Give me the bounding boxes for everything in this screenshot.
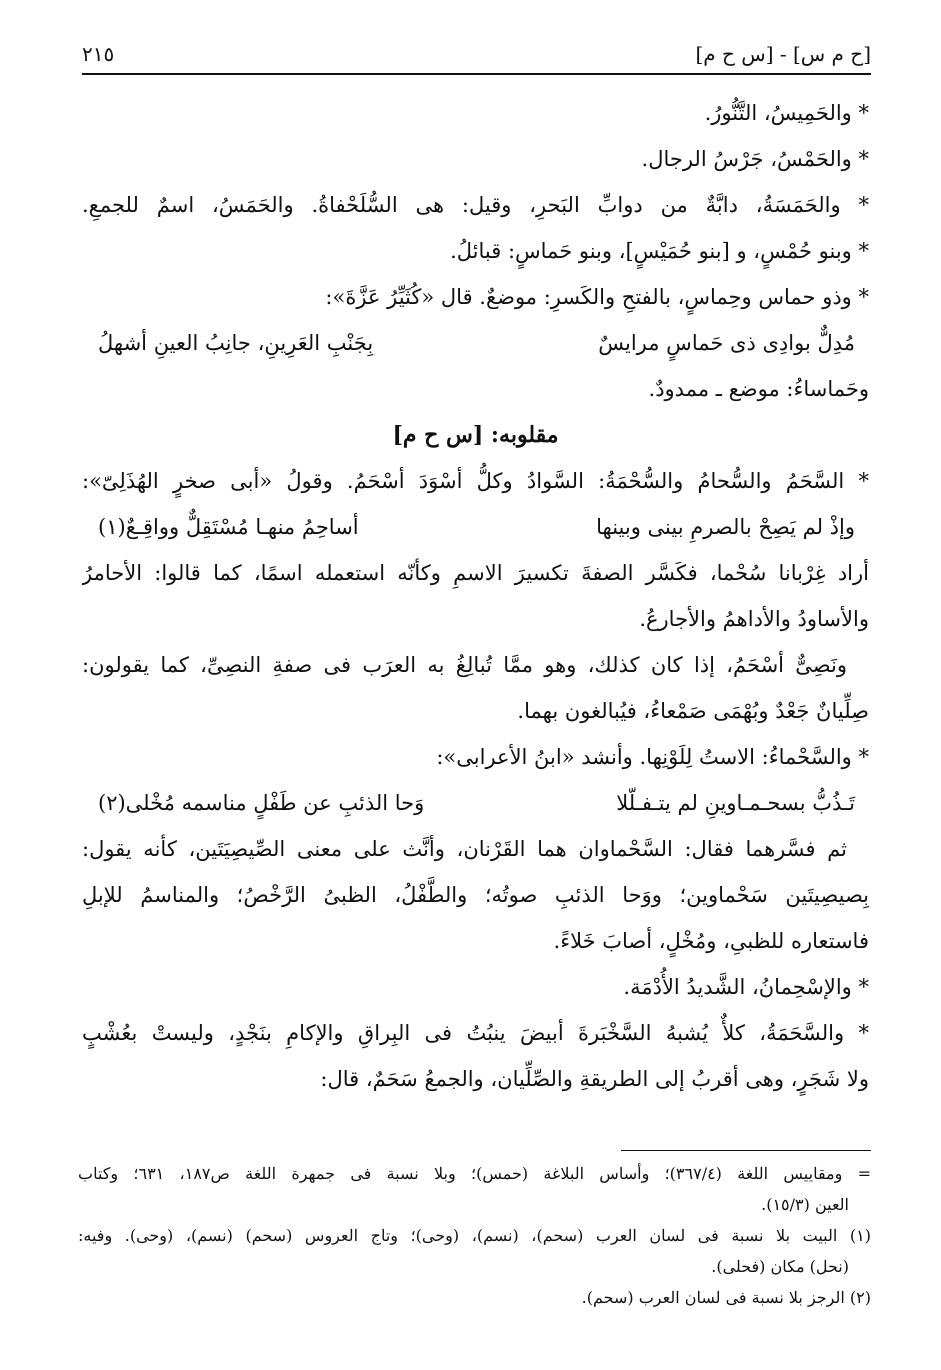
verse-second-hemistich: بِجَنْبِ العَرِينِ، جانِبُ العينِ أشهلُ [98,331,374,355]
verse-couplet [82,504,869,550]
footnote-line: (١) البيت بلا نسبة فى لسان العرب (سحم)، (نسم)، (وحى)؛ وتاج العروس (سحم) (نسم)، (وحى). وفيه: [78,1226,871,1245]
entry-line: * وذو حماس وحِماسٍ، بالفتحِ والكَسرِ: موضعٌ. قال «كُثَيِّرُ عَزَّةَ»: [325,285,869,309]
header-rule [82,73,871,75]
entry-line: ونَصِىٌّ أسْحَمُ، إذا كان كذلك، وهو ممَّا تُبالِغُ به العرَب فى صفةِ النصِىِّ، كما يقولون: [82,653,847,677]
footnote-line: العين (١٥/٣). [761,1195,849,1214]
verse-first-hemistich: وإذْ لم يَصِحْ بالصرمِ بينى وبينها [596,515,855,539]
entry-line: * والحَمَسَةُ، دابَّةٌ من دوابِّ البَحرِ، وقيل: هى السُّلَحْفاةُ. والحَمَسُ، اسمٌ للجمعِ. [82,193,869,217]
entry-line: * والحَمْسُ، جَرْسُ الرجال. [641,147,869,171]
entry-line: ولا شَجَرٍ، وهى أقربُ إلى الطريقةِ والصِّلِّيان، والجمعُ سَحَمٌ، قال: [320,1067,869,1091]
running-title: [ح م س] - [س ح م] [695,42,871,66]
verse-second-hemistich: وَحا الذئبِ عن طَفْلٍ مناسمه مُخْلى(٢) [98,791,425,815]
footnote-rule [621,1150,871,1151]
footnote-line: = ومقاييس اللغة (٣٦٧/٤)؛ وأساس البلاغة (حمس)؛ وبلا نسبة فى جمهرة اللغة ص١٨٧، ٦٣١؛ وكتاب [78,1164,871,1183]
verse-first-hemistich: تَـذُبُّ بسحـمـاوينِ لم يتـفـلّلا [616,791,855,815]
main-text [82,90,869,1102]
section-title: مقلوبه: [س ح م] [392,422,559,448]
page-header [82,40,871,74]
entry-line: وحَماساءُ: موضع ـ ممدودٌ. [648,377,869,401]
entry-line: صِلِّيانٌ جَعْدٌ وبُهْمَى صَمْعاءُ، فيُبالغون بهما. [517,699,869,723]
entry-line: * والحَمِيسُ، التَّنُّورُ. [704,101,869,125]
footnotes [78,1158,871,1313]
verse-couplet [82,320,869,366]
entry-line: * والإسْحِمانُ، الشَّديدُ الأُدْمَة. [623,975,869,999]
verse-first-hemistich: مُدِلٌّ بوادِى ذى حَماسٍ مرايسٌ [598,331,855,355]
footnote-line: (نحل) مكان (فحلى). [711,1257,849,1276]
entry-line: بِصيصِيتَين سَحْماوين؛ ووَحا الذئبِ صوتُه؛ والطَّفْلُ، الظبىُ الرَّخْصُ؛ والمناسمُ للإبلِ [82,883,869,907]
page-number: ٢١٥ [82,42,115,66]
entry-line: * وبنو حُمْسٍ، و [بنو حُمَيْسٍ]، وبنو حَماسٍ: قبائلُ. [450,239,869,263]
verse-couplet [82,780,869,826]
entry-line: * والسَّحْماءُ: الاستُ لِلَوْنِها. وأنشد «ابنُ الأعرابى»: [436,745,869,769]
entry-line: * السَّحَمُ والسُّحامُ والسُّحْمَةُ: السَّوادُ وكلُّ أسْوَدَ أسْحَمُ. وقولُ «أبى صخرٍ الهُذَلِىّ»: [82,469,869,493]
verse-second-hemistich: أساحِمُ منهـا مُسْتَقِلٌّ وواقِـعٌ(١) [98,515,359,539]
entry-line: والأساودُ والأداهمُ والأجارعُ. [639,607,869,631]
footnote-line: (٢) الرجز بلا نسبة فى لسان العرب (سحم). [581,1288,871,1307]
entry-line: فاستعاره للظبىِ، ومُخْلٍ، أصابَ خَلاءً. [553,929,869,953]
entry-line: * والسَّحَمَةُ، كلأٌ يُشبهُ السَّخْبَرةَ أبيضَ ينبُتُ فى البِراقِ والإكامِ بنَجْدٍ، وليستْ بعُشْبٍ [82,1021,869,1045]
entry-line: أراد غِرْبانا سُحْما، فكَسَّر الصفةَ تكسيرَ الاسمِ وكأنّه استعمله اسمًا، كما قالوا: الأحامرُ [82,561,869,585]
entry-line: ثم فسَّرهما فقال: السَّحْماوان هما القَرْنان، وأنَّث على معنى الصِّيصِيَتَين، كأنه يقول: [82,837,847,861]
